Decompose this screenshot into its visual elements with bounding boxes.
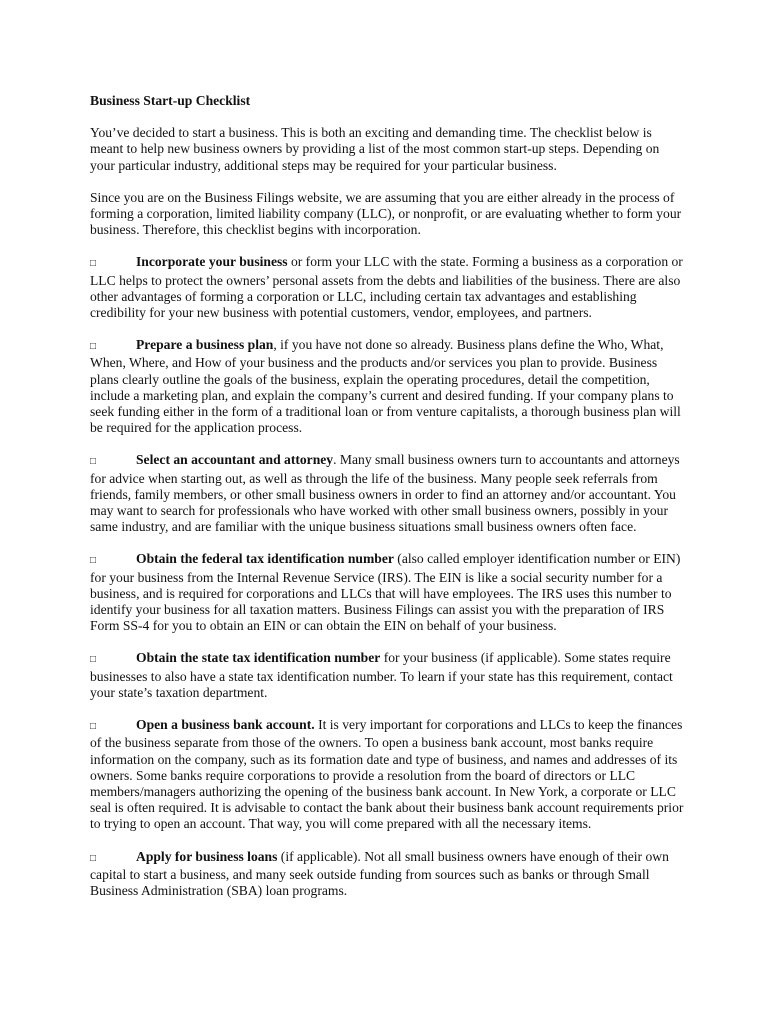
checklist-item-title: Obtain the federal tax identification number — [136, 551, 394, 567]
document-page — [90, 93, 686, 915]
checklist-item-bank-account — [90, 717, 686, 832]
document-title: Business Start-up Checklist — [90, 93, 251, 108]
checklist-item-incorporate — [90, 254, 686, 321]
checklist-item-title: Apply for business loans — [136, 848, 278, 864]
checklist-item-text: for your business (if applicable). Some states require businesses to also have a state tax identification number. To learn if your state has this requirement, contact your state’s taxation department. — [90, 650, 673, 700]
checkbox-icon: □ — [90, 852, 97, 864]
checkbox-icon: □ — [90, 654, 97, 666]
intro-paragraph-1: You’ve decided to start a business. This is both an exciting and demanding time. The checklist below is meant to help new business owners by providing a list of the most common start-up steps. Depending on your particular industry, additional steps may be required for your particular business. — [90, 125, 660, 173]
checklist-item-text: (if applicable). Not all small business owners have enough of their own capital to start a business, and many seek outside funding from sources such as banks or through Small Business Administration (SBA) loan programs. — [90, 848, 669, 898]
checklist-item-accountant-attorney — [90, 452, 686, 535]
checklist-item-title: Prepare a business plan — [136, 337, 274, 353]
checklist-item-federal-tax-id — [90, 551, 686, 634]
checkbox-icon: □ — [90, 721, 97, 733]
checklist-item-text: (also called employer identification number or EIN) for your business from the Internal Revenue Service (IRS). The EIN is like a social security number for a business, and is required for corporations and LLCs that will have employees. The IRS uses this number to identify your business for all taxation matters. Business Filings can assist you with the preparation of IRS Form SS-4 for you to obtain an EIN or can obtain the EIN on behalf of your business. — [90, 551, 681, 634]
checklist-item-title: Open a business bank account. — [136, 717, 315, 733]
checklist-item-state-tax-id — [90, 650, 686, 701]
checklist-item-text: . Many small business owners turn to accountants and attorneys for advice when starting out, as well as through the life of the business. Many people seek referrals from friends, family members, or other small business owners in order to find an attorney and/or accountant. You may want to search for professionals who have worked with other small business owners, possibly in your same industry, and are familiar with the unique business situations small business owners often face. — [90, 452, 680, 535]
checkbox-icon: □ — [90, 341, 97, 353]
checklist-item-text: or form your LLC with the state. Forming a business as a corporation or LLC helps to protect the owners’ personal assets from the debts and liabilities of the business. There are also other advantages of forming a corporation or LLC, including certain tax advantages and establishing credibility for your new business with potential customers, vendor, employees, and partners. — [90, 254, 683, 321]
checklist-item-text: It is very important for corporations and LLCs to keep the finances of the business separate from those of the owners. To open a business bank account, most banks require information on the company, such as its formation date and type of business, and names and addresses of its owners. Some banks require corporations to provide a resolution from the board of directors or LLC members/managers authorizing the opening of the business bank account. In New York, a corporate or LLC seal is often required. It is advisable to contact the bank about their business bank account requirements prior to trying to open an account. That way, you will come prepared with all the necessary items. — [90, 717, 684, 832]
checkbox-icon: □ — [90, 258, 97, 270]
checklist-item-title: Obtain the state tax identification number — [136, 650, 381, 666]
checkbox-icon: □ — [90, 456, 97, 468]
checklist-item-text: , if you have not done so already. Business plans define the Who, What, When, Where, and How of your business and the products and/or services you plan to provide. Business plans clearly outline the goals of the business, explain the operating procedures, detail the competition, include a marketing plan, and explain the company’s current and desired funding. If your company plans to seek funding either in the form of a traditional loan or from venture capitalists, a thorough business plan will be required for the application process. — [90, 337, 681, 436]
checklist-item-title: Select an accountant and attorney — [136, 452, 334, 468]
intro-paragraph-2: Since you are on the Business Filings website, we are assuming that you are either already in the process of forming a corporation, limited liability company (LLC), or nonprofit, or are evaluating whether to form your business. Therefore, this checklist begins with incorporation. — [90, 189, 682, 238]
checklist-item-business-plan — [90, 337, 686, 436]
checklist-item-title: Incorporate your business — [136, 254, 288, 270]
checkbox-icon: □ — [90, 555, 97, 567]
checklist-item-business-loans — [90, 849, 686, 900]
